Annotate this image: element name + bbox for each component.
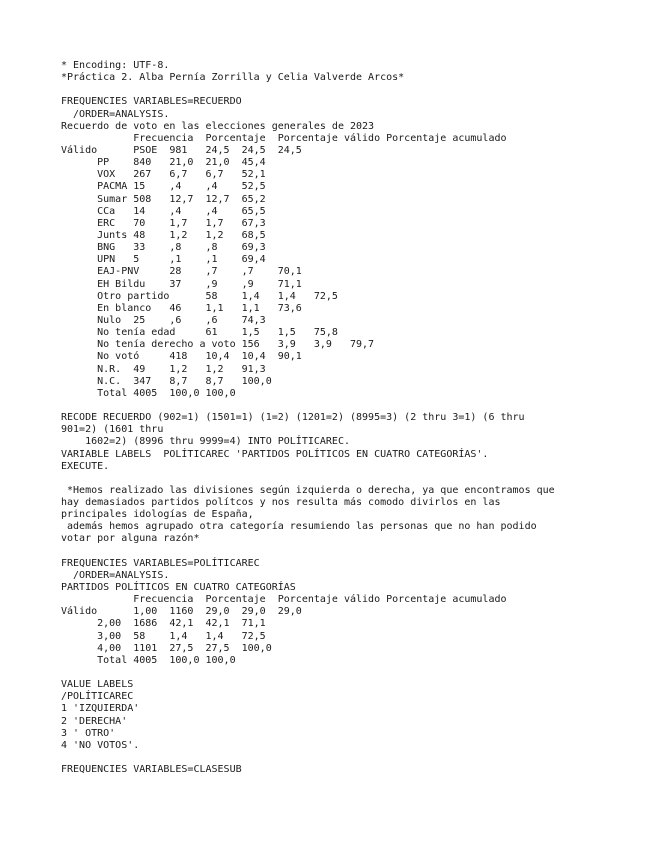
document-line: *Práctica 2. Alba Pernía Zorrilla y Celia Valverde Arcos* (61, 72, 405, 84)
document-line: 3,00 58 1,4 1,4 72,5 (61, 630, 266, 642)
document-line: Total 4005 100,0 100,0 (61, 654, 236, 666)
document-line: PP 840 21,0 21,0 45,4 (61, 157, 266, 169)
document-line: Junts 48 1,2 1,2 68,5 (61, 229, 266, 241)
document-line: EXECUTE. (61, 460, 110, 472)
document-line: 4 'NO VOTOS'. (61, 739, 140, 751)
document-line: * Encoding: UTF-8. (61, 60, 170, 71)
document-line: No votó 418 10,4 10,4 90,1 (61, 351, 302, 363)
document-line: hay demasiados partidos polítcos y nos resulta más comodo divirlos en las (61, 497, 501, 509)
document-line: FREQUENCIES VARIABLES=RECUERDO (61, 96, 242, 108)
document-line: PARTIDOS POLÍTICOS EN CUATRO CATEGORÍAS (61, 582, 296, 594)
document-line: Otro partido 58 1,4 1,4 72,5 (61, 290, 338, 302)
document-line: 1 'IZQUIERDA' (61, 703, 140, 715)
document-line: 2,00 1686 42,1 42,1 71,1 (61, 618, 266, 630)
document-line: 901=2) (1601 thru (61, 424, 164, 436)
document-line: /ORDER=ANALYSIS. (61, 569, 170, 581)
document-line: VALUE LABELS (61, 679, 134, 691)
document-line: ERC 70 1,7 1,7 67,3 (61, 217, 266, 229)
document-line: UPN 5 ,1 ,1 69,4 (61, 254, 266, 266)
document-line (61, 473, 641, 485)
document-line (61, 84, 641, 96)
document-line: RECODE RECUERDO (902=1) (1501=1) (1=2) (1201=2) (8995=3) (2 thru 3=1) (6 thru (61, 412, 525, 424)
document-line: /ORDER=ANALYSIS. (61, 108, 170, 120)
document-line: N.R. 49 1,2 1,2 91,3 (61, 363, 266, 375)
document-line: No tenía edad 61 1,5 1,5 75,8 (61, 327, 338, 339)
document-line (61, 546, 641, 558)
document-line: Válido PSOE 981 24,5 24,5 24,5 (61, 144, 302, 156)
document-line (61, 667, 641, 679)
document-line: FREQUENCIES VARIABLES=POLÍTICAREC (61, 557, 260, 569)
document-line: Sumar 508 12,7 12,7 65,2 (61, 193, 266, 205)
document-line: EH Bildu 37 ,9 ,9 71,1 (61, 278, 302, 290)
document-line: /POLÍTICAREC (61, 691, 134, 703)
document-line (61, 400, 641, 412)
document-line: No tenía derecho a voto 156 3,9 3,9 79,7 (61, 339, 375, 351)
document-line: 4,00 1101 27,5 27,5 100,0 (61, 642, 272, 654)
document-line: *Hemos realizado las divisiones según izquierda o derecha, ya que encontramos que (61, 484, 555, 496)
syntax-document (61, 60, 641, 776)
document-line: 1602=2) (8996 thru 9999=4) INTO POLÍTICAREC. (61, 436, 350, 448)
document-line: Válido 1,00 1160 29,0 29,0 29,0 (61, 606, 302, 618)
document-line: Frecuencia Porcentaje Porcentaje válido Porcentaje acumulado (61, 594, 507, 606)
document-line: FREQUENCIES VARIABLES=CLASESUB (61, 764, 242, 776)
document-line: VARIABLE LABELS POLÍTICAREC 'PARTIDOS POLÍTICOS EN CUATRO CATEGORÍAS'. (61, 448, 489, 460)
document-line: BNG 33 ,8 ,8 69,3 (61, 242, 266, 254)
document-line: N.C. 347 8,7 8,7 100,0 (61, 375, 272, 387)
document-line: EAJ-PNV 28 ,7 ,7 70,1 (61, 266, 302, 278)
document-line: además hemos agrupado otra categoría resumiendo las personas que no han podido (61, 521, 537, 533)
document-line: 2 'DERECHA' (61, 715, 128, 727)
document-line: CCa 14 ,4 ,4 65,5 (61, 205, 266, 217)
document-line: Frecuencia Porcentaje Porcentaje válido Porcentaje acumulado (61, 132, 507, 144)
document-line: 3 ' OTRO' (61, 727, 116, 739)
document-line: votar por alguna razón* (61, 533, 200, 545)
document-line: Recuerdo de voto en las elecciones generales de 2023 (61, 120, 375, 132)
document-line: En blanco 46 1,1 1,1 73,6 (61, 302, 302, 314)
document-line: principales idologías de España, (61, 509, 254, 521)
document-line: Total 4005 100,0 100,0 (61, 387, 236, 399)
document-line: VOX 267 6,7 6,7 52,1 (61, 169, 266, 181)
document-line (61, 752, 641, 764)
document-line: Nulo 25 ,6 ,6 74,3 (61, 314, 266, 326)
document-line: PACMA 15 ,4 ,4 52,5 (61, 181, 266, 193)
